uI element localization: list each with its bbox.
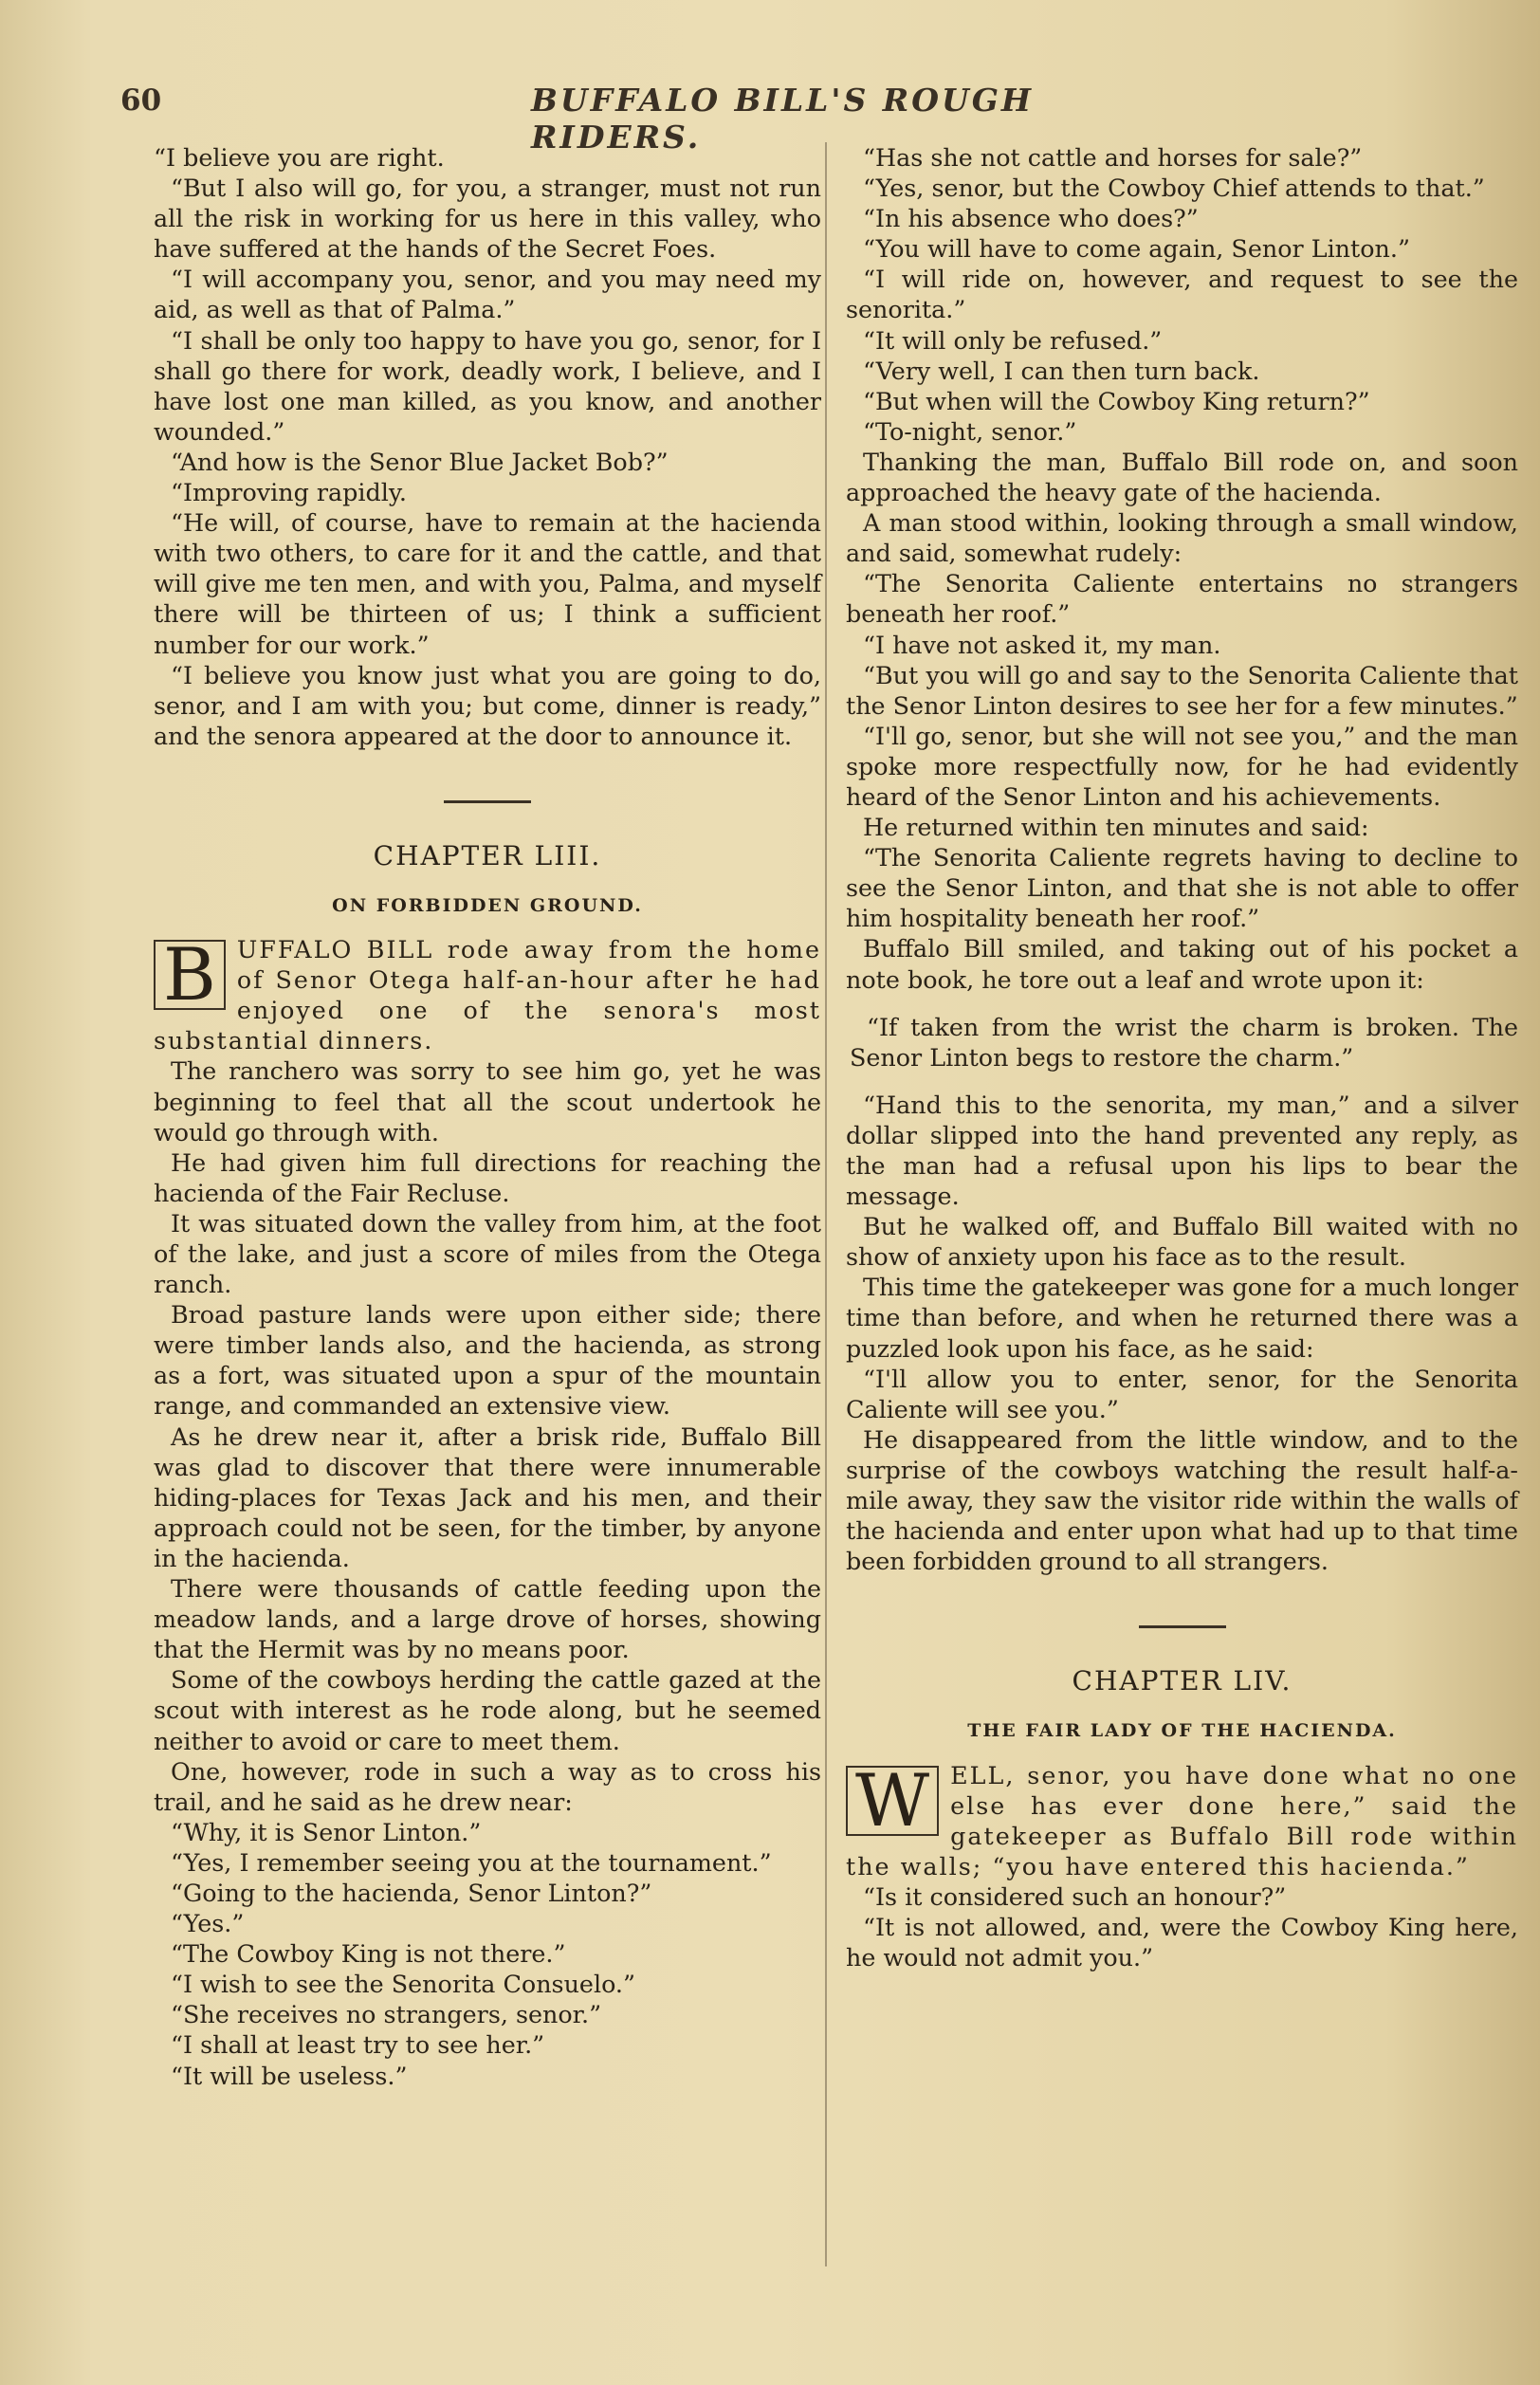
paragraph: “She receives no strangers, senor.” (171, 2000, 602, 2029)
paragraph: “Very well, I can then turn back. (863, 356, 1260, 385)
written-note: “If taken from the wrist the charm is broken. The Senor Linton begs to restore the charm.” (850, 1012, 1518, 1072)
paragraph: “I wish to see the Senorita Consuelo.” (171, 1970, 635, 1999)
paragraph: A man stood within, looking through a small window, and said, somewhat rudely: (846, 508, 1518, 568)
chapter-subtitle: THE FAIR LADY OF THE HACIENDA. (967, 1720, 1397, 1742)
paragraph: “He will, of course, have to remain at the hacienda with two others, to care for it and the cattle, and that will give me ten men, and with you, Palma, and myself there will be thirteen of us; I think a sufficient number for our work.” (154, 508, 821, 659)
paragraph: Buffalo Bill smiled, and taking out of his pocket a note book, he tore out a leaf and wrote upon it: (846, 934, 1518, 994)
chapter-opening-paragraph (846, 1757, 1518, 1881)
running-title: BUFFALO BILL'S ROUGH RIDERS. (531, 82, 1035, 156)
paragraph: “And how is the Senor Blue Jacket Bob?” (171, 447, 669, 476)
paragraph: “But when will the Cowboy King return?” (863, 386, 1370, 415)
paragraph: One, however, rode in such a way as to cross his trail, and he said as he drew near: (154, 1756, 821, 1816)
paragraph: Thanking the man, Buffalo Bill rode on, and soon approached the heavy gate of the hacienda. (846, 447, 1518, 507)
paragraph: There were thousands of cattle feeding upon the meadow lands, and a large drove of horses, showing that the Hermit was by no means poor. (154, 1574, 821, 1664)
paragraph: But he walked off, and Buffalo Bill waited with no show of anxiety upon his face as to the result. (846, 1212, 1518, 1272)
chapter-heading: CHAPTER LIII. (373, 839, 602, 871)
paragraph: “Has she not cattle and horses for sale?” (863, 143, 1363, 172)
paragraph: It was situated down the valley from him, at the foot of the lake, and just a score of miles from the Otega ranch. (154, 1208, 821, 1299)
drop-cap-initial: W (846, 1766, 939, 1836)
paragraph: “Why, it is Senor Linton.” (171, 1817, 482, 1846)
paragraph: “I shall at least try to see her.” (171, 2030, 545, 2060)
paragraph: He had given him full directions for reaching the hacienda of the Fair Recluse. (154, 1147, 821, 1207)
page-number: 60 (120, 83, 162, 118)
paragraph: “I will ride on, however, and request to see the senorita.” (846, 265, 1518, 324)
paragraph: “It will be useless.” (171, 2061, 408, 2090)
paragraph: “But I also will go, for you, a stranger, must not run all the risk in working for us here in this valley, who have suffered at the hands of the Secret Foes. (154, 174, 821, 264)
opening-text: UFFALO BILL rode away from the home of Senor Otega half-an-hour after he had enjoyed one of the senora's most substantial dinners. (154, 935, 821, 1055)
paragraph: “The Senorita Caliente regrets having to decline to see the Senor Linton, and that she is not able to offer him hospitality beneath her roof.” (846, 843, 1518, 933)
chapter-subtitle: ON FORBIDDEN GROUND. (332, 894, 643, 916)
section-separator (444, 800, 531, 803)
paragraph: He returned within ten minutes and said: (863, 813, 1369, 842)
paragraph: “I have not asked it, my man. (863, 630, 1221, 659)
paragraph: “I will accompany you, senor, and you may need my aid, as well as that of Palma.” (154, 265, 821, 324)
paragraph: “You will have to come again, Senor Linton.” (863, 234, 1410, 264)
paragraph: “I'll go, senor, but she will not see you,” and the man spoke more respectfully now, for he had evidently heard of the Senor Linton and his achievements. (846, 721, 1518, 811)
paragraph: “I believe you know just what you are going to do, senor, and I am with you; but come, dinner is ready,” and the senora appeared at the door to announce it. (154, 660, 821, 750)
drop-cap-initial: B (154, 940, 226, 1010)
paragraph: Some of the cowboys herding the cattle gazed at the scout with interest as he rode along, but he seemed neither to avoid or care to meet them. (154, 1665, 821, 1755)
paragraph: The ranchero was sorry to see him go, yet he was beginning to feel that all the scout undertook he would go through with. (154, 1056, 821, 1147)
paragraph: “Improving rapidly. (171, 478, 407, 507)
paragraph: “I believe you are right. (154, 143, 445, 172)
paragraph: “In his absence who does?” (863, 204, 1199, 233)
paragraph: “Yes, senor, but the Cowboy Chief attends to that.” (863, 174, 1485, 203)
paragraph: “The Cowboy King is not there.” (171, 1939, 566, 1969)
left-column (154, 142, 821, 2091)
paragraph: He disappeared from the little window, and to the surprise of the cowboys watching the result half-a-mile away, they saw the visitor ride within the walls of the hacienda and enter upon what had up to that time been forbidden ground to all strangers. (846, 1424, 1518, 1576)
opening-text: ELL, senor, you have done what no one else has ever done here,” said the gatekeeper as Buffalo Bill rode within the walls; “you have entered this hacienda.” (846, 1760, 1518, 1880)
right-column (846, 142, 1518, 1972)
chapter-opening-paragraph (154, 934, 821, 1055)
paragraph: “Yes, I remember seeing you at the tournament.” (171, 1847, 772, 1877)
paragraph: “The Senorita Caliente entertains no strangers beneath her roof.” (846, 569, 1518, 629)
chapter-heading: CHAPTER LIV. (1072, 1665, 1292, 1697)
paragraph: “It is not allowed, and, were the Cowboy King here, he would not admit you.” (846, 1912, 1518, 1972)
paragraph: This time the gatekeeper was gone for a much longer time than before, and when he returned there was a puzzled look upon his face, as he said: (846, 1273, 1518, 1363)
paragraph: “Is it considered such an honour?” (863, 1881, 1287, 1911)
paragraph: Broad pasture lands were upon either side; there were timber lands also, and the hacienda, as strong as a fort, was situated upon a spur of the mountain range, and commanded an extensive view. (154, 1300, 821, 1421)
paragraph: “It will only be refused.” (863, 325, 1163, 355)
paragraph: As he drew near it, after a brisk ride, Buffalo Bill was glad to discover that there were innumerable hiding-places for Texas Jack and his men, and their approach could not be seen, for the timber, by anyone in the hacienda. (154, 1422, 821, 1572)
paragraph: “Going to the hacienda, Senor Linton?” (171, 1878, 652, 1907)
paragraph: “Hand this to the senorita, my man,” and a silver dollar slipped into the hand prevented any reply, as the man had a refusal upon his lips to bear the message. (846, 1090, 1518, 1211)
column-divider (825, 142, 827, 2266)
section-separator (1139, 1625, 1226, 1628)
paragraph: “But you will go and say to the Senorita Caliente that the Senor Linton desires to see her for a few minutes.” (846, 660, 1518, 720)
paragraph: “I shall be only too happy to have you go, senor, for I shall go there for work, deadly work, I believe, and I have lost one man killed, as you know, and another wounded.” (154, 325, 821, 446)
paragraph: “To-night, senor.” (863, 416, 1077, 446)
paragraph: “Yes.” (171, 1909, 245, 1938)
paragraph: “I'll allow you to enter, senor, for the Senorita Caliente will see you.” (846, 1364, 1518, 1423)
